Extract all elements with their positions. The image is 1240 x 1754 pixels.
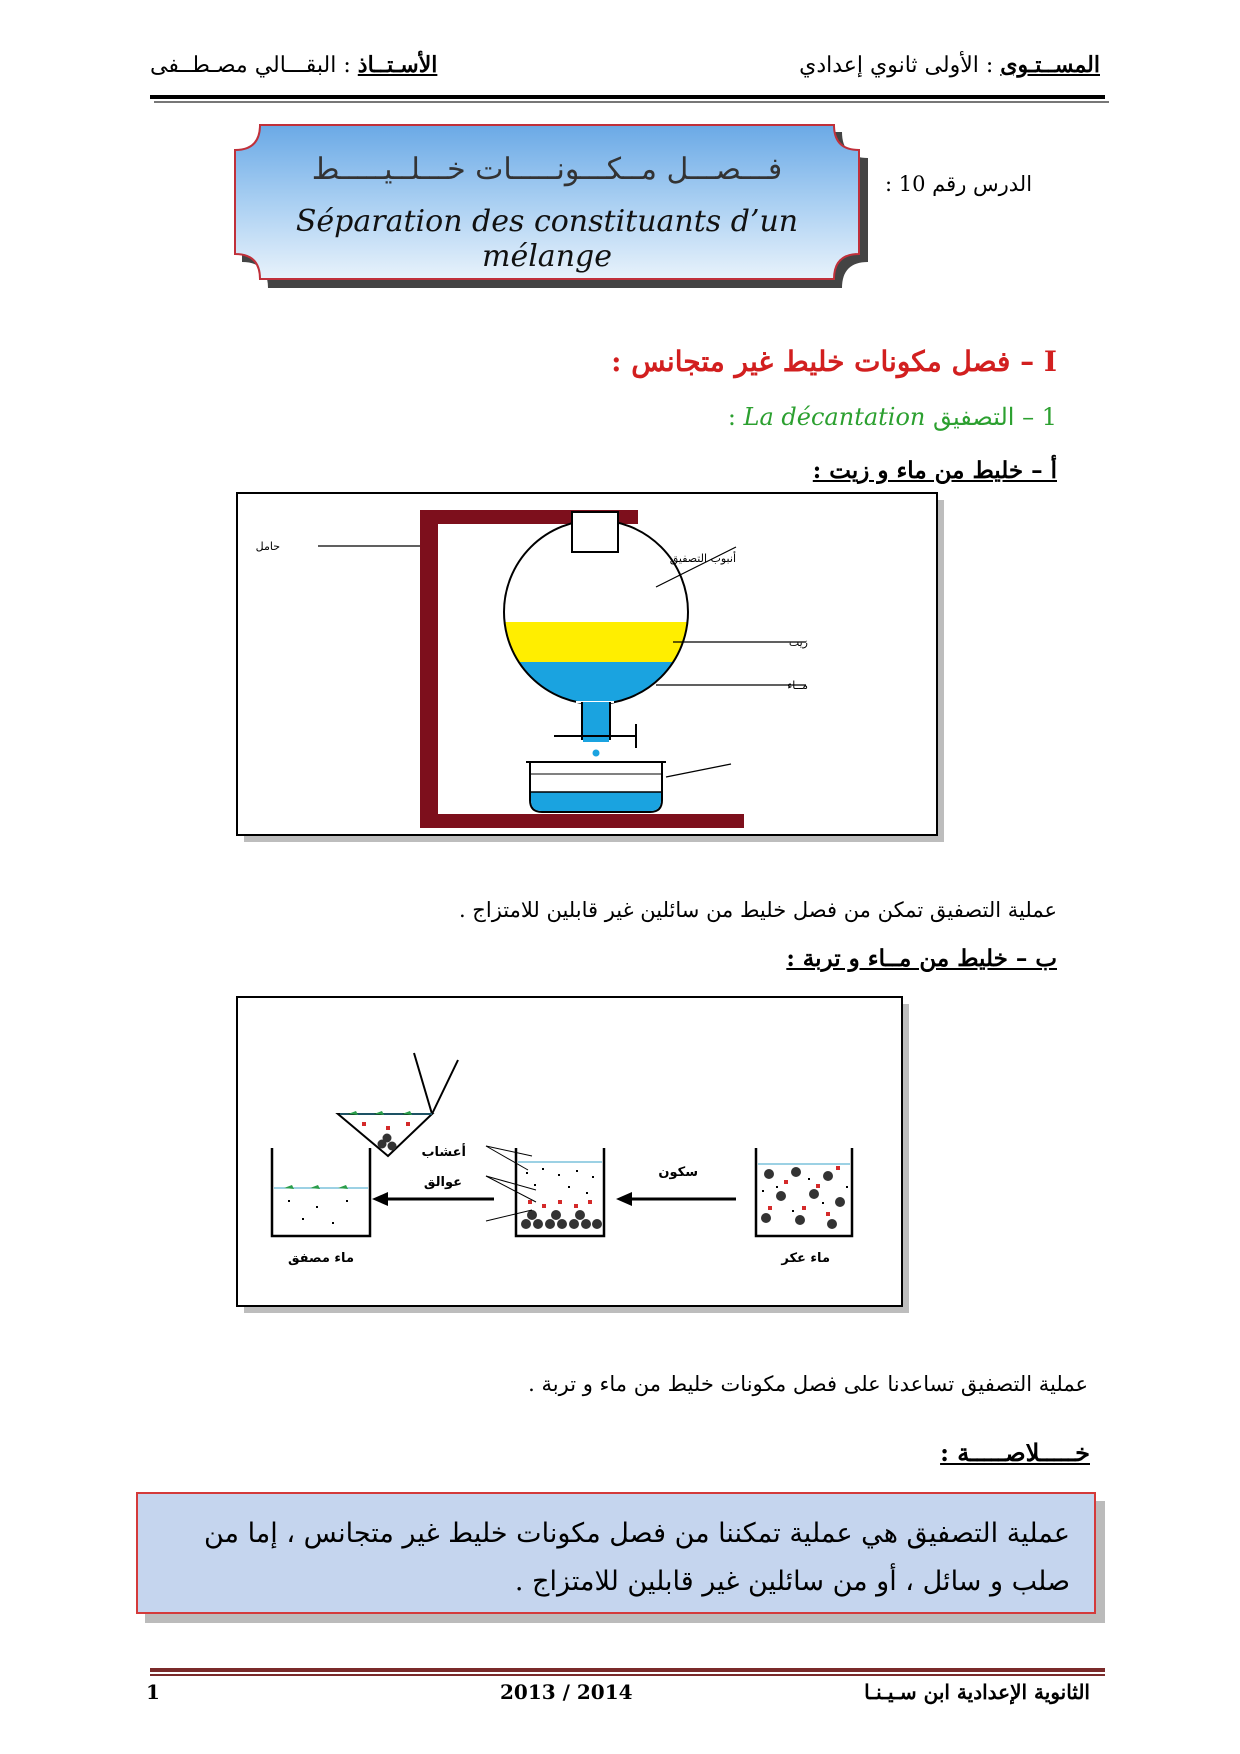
subsection-colon: : bbox=[727, 403, 744, 431]
lesson-number: الدرس رقم 10 : bbox=[885, 172, 1033, 196]
part-b-heading: ب – خليط من مــاء و تربة : bbox=[786, 945, 1057, 972]
label-settling: سكون bbox=[658, 1165, 698, 1180]
header-teacher bbox=[150, 52, 437, 78]
header-rule bbox=[150, 95, 1105, 99]
page-number: 1 bbox=[146, 1680, 160, 1704]
school-year: 2013 / 2014 bbox=[500, 1680, 633, 1704]
part-a-heading: أ – خليط من ماء و زيت : bbox=[812, 457, 1057, 484]
conclusion-heading: خـــــلاصـــــة : bbox=[940, 1438, 1090, 1467]
label-tube: أنبوب التصفيق bbox=[669, 552, 736, 565]
subsection-fr: La décantation bbox=[743, 403, 926, 431]
subsection-heading bbox=[728, 403, 1057, 431]
teacher-key: الأسـتــاذ bbox=[357, 52, 438, 78]
beaker bbox=[526, 762, 666, 812]
conclusion-box bbox=[136, 1492, 1096, 1614]
header-level bbox=[799, 52, 1100, 78]
title-french: Séparation des constituants d’un mélange bbox=[295, 204, 799, 274]
label-muddy: ماء عكر bbox=[781, 1251, 830, 1266]
label-suspended: عوالق bbox=[423, 1175, 462, 1190]
label-oil: زيت bbox=[788, 636, 808, 649]
level-key: المســتـوى bbox=[1000, 52, 1100, 78]
level-value: : الأولى ثانوي إعدادي bbox=[799, 53, 994, 78]
label-water: مــاء bbox=[787, 679, 808, 692]
footer-rule bbox=[150, 1668, 1105, 1672]
title-arabic: فـــصـــل مــكـــونـــــات خـــلــيـــــط bbox=[311, 152, 783, 187]
part-a-text: عملية التصفيق تمكن من فصل خليط من سائلين غير قابلين للامتزاج . bbox=[458, 898, 1057, 922]
section-heading: I – فصل مكونات خليط غير متجانس : bbox=[611, 345, 1057, 378]
header-rule-shadow bbox=[154, 101, 1109, 103]
subsection-ar: 1 – التصفيق bbox=[933, 403, 1057, 431]
teacher-value: : البقـــالي مصـطــفى bbox=[150, 53, 351, 78]
figure-water-soil bbox=[236, 996, 909, 1313]
part-b-text: عملية التصفيق تساعدنا على فصل مكونات خليط من ماء و تربة . bbox=[528, 1372, 1088, 1396]
label-herbs: أعشاب bbox=[421, 1145, 466, 1160]
oil-layer bbox=[496, 622, 696, 662]
conclusion-text: عملية التصفيق هي عملية تمكننا من فصل مكونات خليط غير متجانس ، إما من صلب و سائل ، أو من سائلين غير قابلين للامتزاج . bbox=[203, 1518, 1070, 1597]
figure-separatory-funnel bbox=[236, 492, 946, 844]
label-decanted: ماء مصفق bbox=[287, 1251, 354, 1266]
school-name: الثانوية الإعدادية ابن سـيـنـا bbox=[864, 1680, 1090, 1704]
footer-rule-thin bbox=[150, 1674, 1105, 1676]
label-support: حامل bbox=[255, 540, 280, 553]
